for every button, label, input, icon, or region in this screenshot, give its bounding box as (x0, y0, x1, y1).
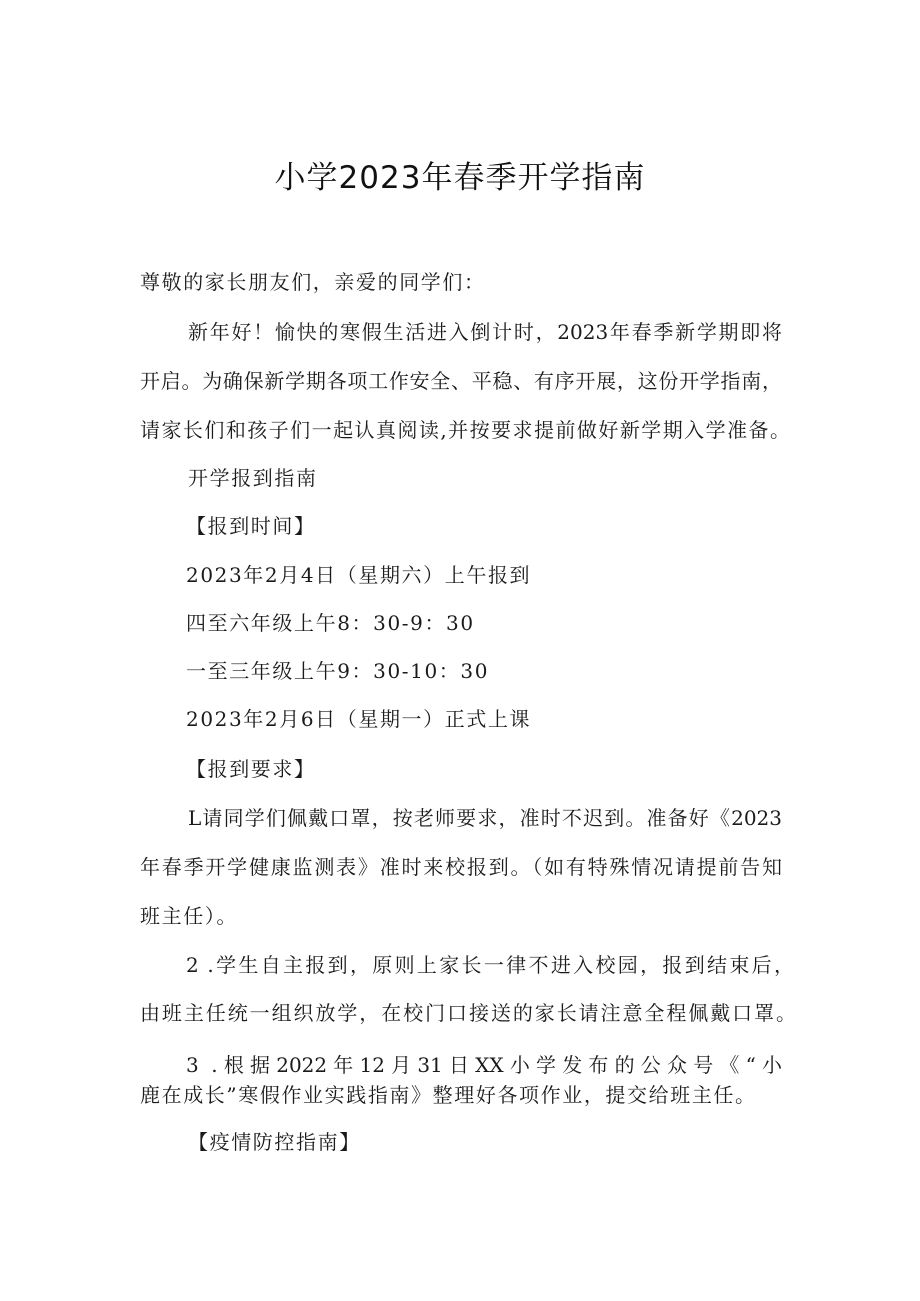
intro-line-3: 请家长们和孩子们一起认真阅读,并按要求提前做好新学期入学准备。 (140, 418, 790, 442)
time-line-3: 一至三年级上午9：30-10：30 (186, 659, 490, 683)
intro-line-1: 新年好！愉快的寒假生活进入倒计时，2023年春季新学期即将 (188, 320, 782, 344)
requirements-heading: 【报到要求】 (186, 757, 316, 781)
epidemic-heading: 【疫情防控指南】 (188, 1130, 361, 1154)
time-heading: 【报到时间】 (186, 514, 316, 538)
time-line-4: 2023年2月6日（星期一）正式上课 (186, 707, 532, 731)
intro-line-2: 开启。为确保新学期各项工作安全、平稳、有序开展，这份开学指南， (140, 369, 782, 393)
greeting: 尊敬的家长朋友们，亲爱的同学们： (140, 270, 486, 294)
requirement-1-line-3: 班主任）。 (140, 904, 238, 928)
document-title: 小学2023年春季开学指南 (274, 160, 646, 196)
section-heading: 开学报到指南 (188, 466, 318, 490)
requirement-1-line-2: 年春季开学健康监测表》准时来校报到。（如有特殊情况请提前告知 (140, 855, 782, 879)
requirement-2-line-1: 2 .学生自主报到，原则上家长一律不进入校园，报到结束后， (186, 953, 794, 977)
requirement-3-line-2: 鹿在成长”寒假作业实践指南》整理好各项作业，提交给班主任。 (140, 1083, 757, 1107)
requirement-3-line-1: 3 .根据2022年12月31日XX小学发布的公众号《“小 (186, 1053, 782, 1077)
time-line-1: 2023年2月4日（星期六）上午报到 (186, 563, 532, 587)
time-line-2: 四至六年级上午8：30-9：30 (186, 611, 475, 635)
requirement-2-line-2: 由班主任统一组织放学，在校门口接送的家长请注意全程佩戴口罩。 (140, 1001, 796, 1025)
requirement-1-line-1: L请同学们佩戴口罩，按老师要求，准时不迟到。准备好《2023 (188, 806, 782, 830)
